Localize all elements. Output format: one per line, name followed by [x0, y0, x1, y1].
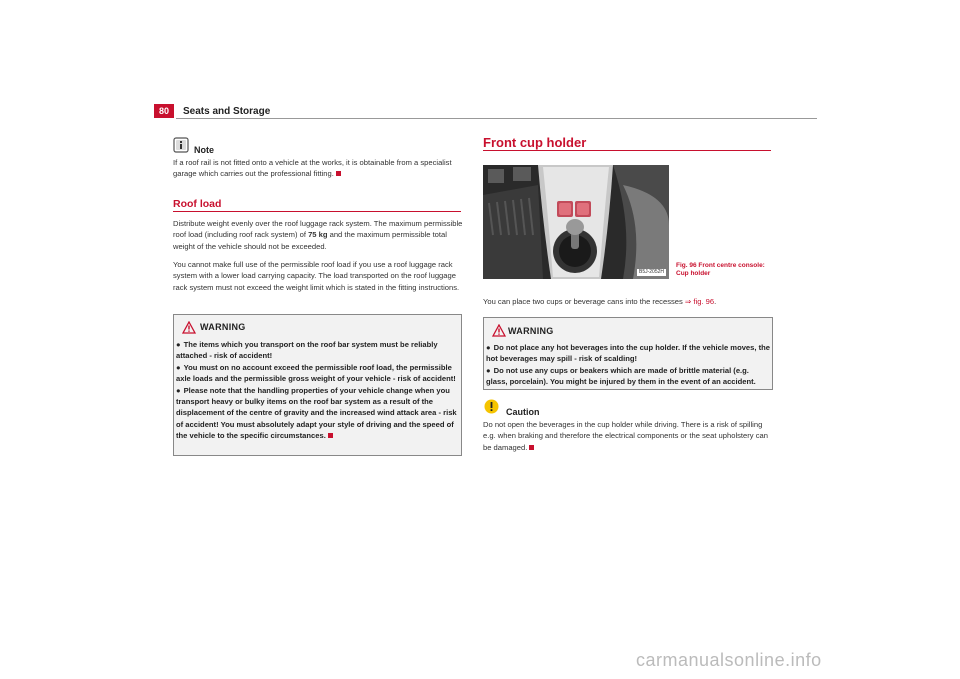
roof-load-paragraph-2: You cannot make full use of the permissible roof load if you use a roof luggage rack system with a lower load carrying capacity. The load transported on the roof luggage rack system must not exceed the weight limit which is stated in the fitting instructions.: [173, 260, 460, 292]
roof-load-text: Distribute weight evenly over the roof luggage rack system. The maximum permissible roof load (including roof rack system) of: [173, 219, 463, 240]
warning-list: [176, 339, 458, 442]
figure-caption: [676, 262, 776, 278]
note-icon: [173, 137, 189, 153]
figure-caption-line-2: Cup holder: [676, 270, 711, 277]
figure-caption-line-1: Fig. 96 Front centre console:: [676, 262, 765, 269]
warning-item: ● You must on no account exceed the permissible roof load, the permissible axle loads and the permissible gross weight of your vehicle - risk of accident!: [176, 362, 456, 384]
caution-text: [483, 419, 775, 453]
caution-body: Do not open the beverages in the cup holder while driving. There is a risk of spilling e.g. when braking and therefore the electrical components or the seat upholstery can be damaged.: [483, 420, 768, 452]
note-label: Note: [194, 145, 214, 155]
watermark: carmanualsonline.info: [636, 650, 822, 670]
cup-holder-figure: [483, 165, 669, 279]
section-end-marker: [529, 445, 534, 450]
intro-end: .: [714, 297, 717, 306]
warning-title: WARNING: [508, 326, 554, 336]
cup-holder-intro: [483, 296, 773, 307]
warning-item: ● Do not place any hot beverages into the cup holder. If the vehicle moves, the hot beverages may spill - risk of scalding!: [486, 343, 770, 364]
warning-title: WARNING: [200, 322, 246, 332]
caution-label: Caution: [506, 407, 540, 417]
roof-load-text-end: and the maximum permissible total weight of the vehicle should not be exceeded.: [173, 230, 447, 251]
cup-holder-heading: Front cup holder: [483, 135, 587, 150]
section-end-marker: [336, 171, 341, 176]
page-number: 80: [154, 104, 174, 118]
section-title: Seats and Storage: [183, 106, 271, 117]
warning-item: ● Do not use any cups or beakers which are made of brittle material (e.g. glass, porcelain). You might be injured by them in the event of an accident.: [486, 365, 756, 387]
note-text: [173, 157, 463, 180]
roof-load-rule: [173, 211, 461, 212]
warning-list: [486, 342, 770, 388]
roof-load-paragraph-1: [173, 218, 463, 252]
cup-warning-box: [483, 317, 773, 390]
max-roof-load-value: 75 kg: [308, 230, 328, 240]
warning-item: ● Please note that the handling properties of your vehicle change when you transport heavy or bulky items on the roof bar system as a result of the displacement of the centre of gravity and the increased wind attack area - risk of accident! You must absolutely adapt your style of driving and the speed of the vehicle to the specific circumstances.: [176, 385, 457, 441]
cup-holder-rule: [483, 150, 771, 151]
figure-reference-link[interactable]: ⇒ fig. 96: [684, 297, 715, 306]
roof-load-heading: Roof load: [173, 198, 222, 210]
warning-triangle-icon: [182, 321, 196, 335]
note-body: If a roof rail is not fitted onto a vehicle at the works, it is obtainable from a specialist garage which carries out the professional fitting.: [173, 158, 452, 179]
section-end-marker: [328, 433, 333, 438]
cup-holder-illustration: [483, 165, 669, 279]
figure-code: B5J-2052H: [638, 269, 664, 275]
warning-triangle-icon: [492, 324, 506, 338]
intro-text: You can place two cups or beverage cans into the recesses: [483, 297, 685, 306]
caution-icon: [484, 399, 499, 414]
warning-item: ● The items which you transport on the roof bar system must be reliably attached - risk of accident!: [176, 340, 438, 361]
header-divider: [176, 118, 817, 119]
roof-warning-box: [173, 314, 462, 456]
